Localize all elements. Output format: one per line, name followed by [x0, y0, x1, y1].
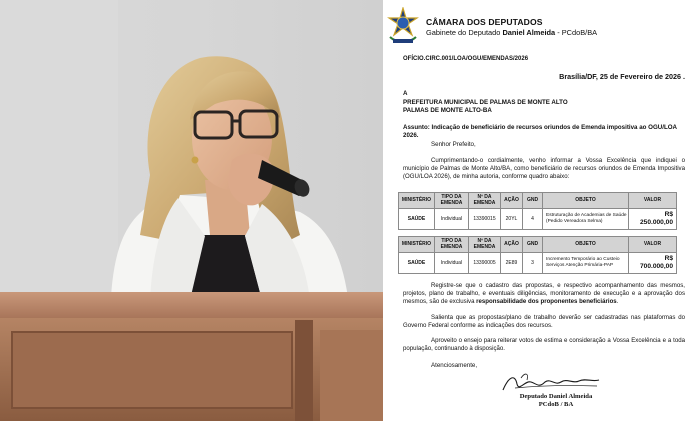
letter-subject	[403, 124, 685, 140]
header-valor: VALOR	[629, 237, 677, 253]
cell-objeto: Estruturação de Academias de Saúde (Pedido Vereadora Selma)	[543, 208, 629, 229]
header-ministerio: MINISTÉRIO	[399, 237, 435, 253]
signer-party: PCdoB / BA	[538, 401, 574, 408]
letter-date: Brasília/DF, 25 de Fevereiro de 2026 .	[559, 72, 685, 81]
table-row	[399, 252, 677, 273]
house-name: CÂMARA DOS DEPUTADOS	[426, 17, 543, 27]
header-numero: Nº DA EMENDA	[469, 193, 501, 209]
podium-top	[0, 292, 383, 318]
paragraph-regards	[403, 337, 685, 353]
office-prefix: Gabinete do Deputado	[426, 28, 503, 37]
header-valor: VALOR	[629, 193, 677, 209]
official-letter	[383, 0, 700, 421]
paragraph-responsibility-bold: responsabilidade dos proponentes beneficiários	[476, 298, 617, 305]
podium-side	[295, 320, 313, 421]
header-ministerio: MINISTÉRIO	[399, 193, 435, 209]
cell-gnd: 3	[523, 252, 543, 273]
signer-name: Deputado Daniel Almeida	[519, 393, 593, 400]
greeting: Senhor Prefeito,	[431, 141, 476, 148]
office-suffix: - PCdoB/BA	[555, 28, 598, 37]
table-row	[399, 208, 677, 229]
header-gnd: GND	[523, 193, 543, 209]
table-header-row	[399, 237, 677, 253]
valor-amount: 250.000,00	[639, 218, 673, 226]
header-numero: Nº DA EMENDA	[469, 237, 501, 253]
cell-valor	[629, 252, 677, 273]
header-acao: AÇÃO	[501, 193, 523, 209]
podium-wing	[320, 330, 383, 421]
podium-panel	[12, 332, 292, 408]
cell-valor	[629, 208, 677, 229]
table-header-row	[399, 193, 677, 209]
cell-acao: 20YL	[501, 208, 523, 229]
header-tipo: TIPO DA EMENDA	[435, 237, 469, 253]
paragraph-intro	[403, 157, 685, 181]
letterhead	[386, 4, 686, 48]
cell-numero: 13390005	[469, 252, 501, 273]
signer-block	[491, 393, 621, 409]
amendment-table-1	[398, 192, 677, 230]
paragraph-responsibility	[403, 282, 685, 306]
header-objeto: OBJETO	[543, 193, 629, 209]
amendment-table-2	[398, 236, 677, 274]
earring	[192, 157, 199, 164]
cell-numero: 13390015	[469, 208, 501, 229]
paragraph-platforms	[403, 314, 685, 330]
cell-tipo: Individual	[435, 208, 469, 229]
address-line: PREFEITURA MUNICIPAL DE PALMAS DE MONTE ALTO	[403, 98, 568, 106]
cell-ministerio: SAÚDE	[399, 208, 435, 229]
brazil-coat-of-arms-icon	[386, 7, 420, 45]
header-gnd: GND	[523, 237, 543, 253]
header-acao: AÇÃO	[501, 237, 523, 253]
paragraph-regards-text: Aproveito o ensejo para reiterar votos de estima e consideração a Vossa Excelência e a toda população, continuando à disposição.	[403, 337, 685, 352]
letter-reference: OFÍCIO.CIRC.001/LOA/OGU/EMENDAS/2026	[403, 56, 529, 62]
cell-objeto: Incremento Temporário ao Custeio Serviços Atenção Primária-PAP	[543, 252, 629, 273]
subject-label: Assunto:	[403, 124, 430, 131]
closing: Atenciosamente,	[431, 362, 478, 369]
paragraph-responsibility-end: .	[616, 298, 619, 305]
valor-amount: 700.000,00	[639, 262, 673, 270]
cell-ministerio: SAÚDE	[399, 252, 435, 273]
paragraph-responsibility-text: Registre-se que o cadastro das propostas, e respectivo acompanhamento das mesmos, projetos, plano de trabalho, e eventuais diligências, monitoramento de execução e a aprovação dos mesmos, são de exclusiva	[403, 282, 685, 305]
address-line: A	[403, 90, 408, 97]
cell-acao: 2E89	[501, 252, 523, 273]
recipient-address	[403, 90, 568, 116]
subject-text: Indicação de beneficiário de recursos oriundos de Emenda impositiva ao OGU/LOA 2026.	[403, 124, 677, 139]
address-line: PALMAS DE MONTE ALTO-BA	[403, 107, 492, 115]
valor-currency: R$	[664, 254, 673, 262]
header-objeto: OBJETO	[543, 237, 629, 253]
valor-currency: R$	[664, 210, 673, 218]
office-name	[426, 28, 597, 37]
cell-tipo: Individual	[435, 252, 469, 273]
header-tipo: TIPO DA EMENDA	[435, 193, 469, 209]
paragraph-intro-text: Cumprimentando-o cordialmente, venho informar a Vossa Excelência que indiquei o município de Palmas de Monte Alto/BA, como beneficiário de recursos oriundos de Emenda Impositiva (OGU/LOA 2026), de minha autoria, conforme quadro abaixo:	[403, 157, 685, 180]
paragraph-platforms-text: Salienta que as propostas/plano de trabalho deverão ser cadastradas nas plataformas do Governo Federal conforme as indicações dos recursos.	[403, 314, 685, 329]
deputy-name: Daniel Almeida	[502, 28, 556, 37]
cell-gnd: 4	[523, 208, 543, 229]
